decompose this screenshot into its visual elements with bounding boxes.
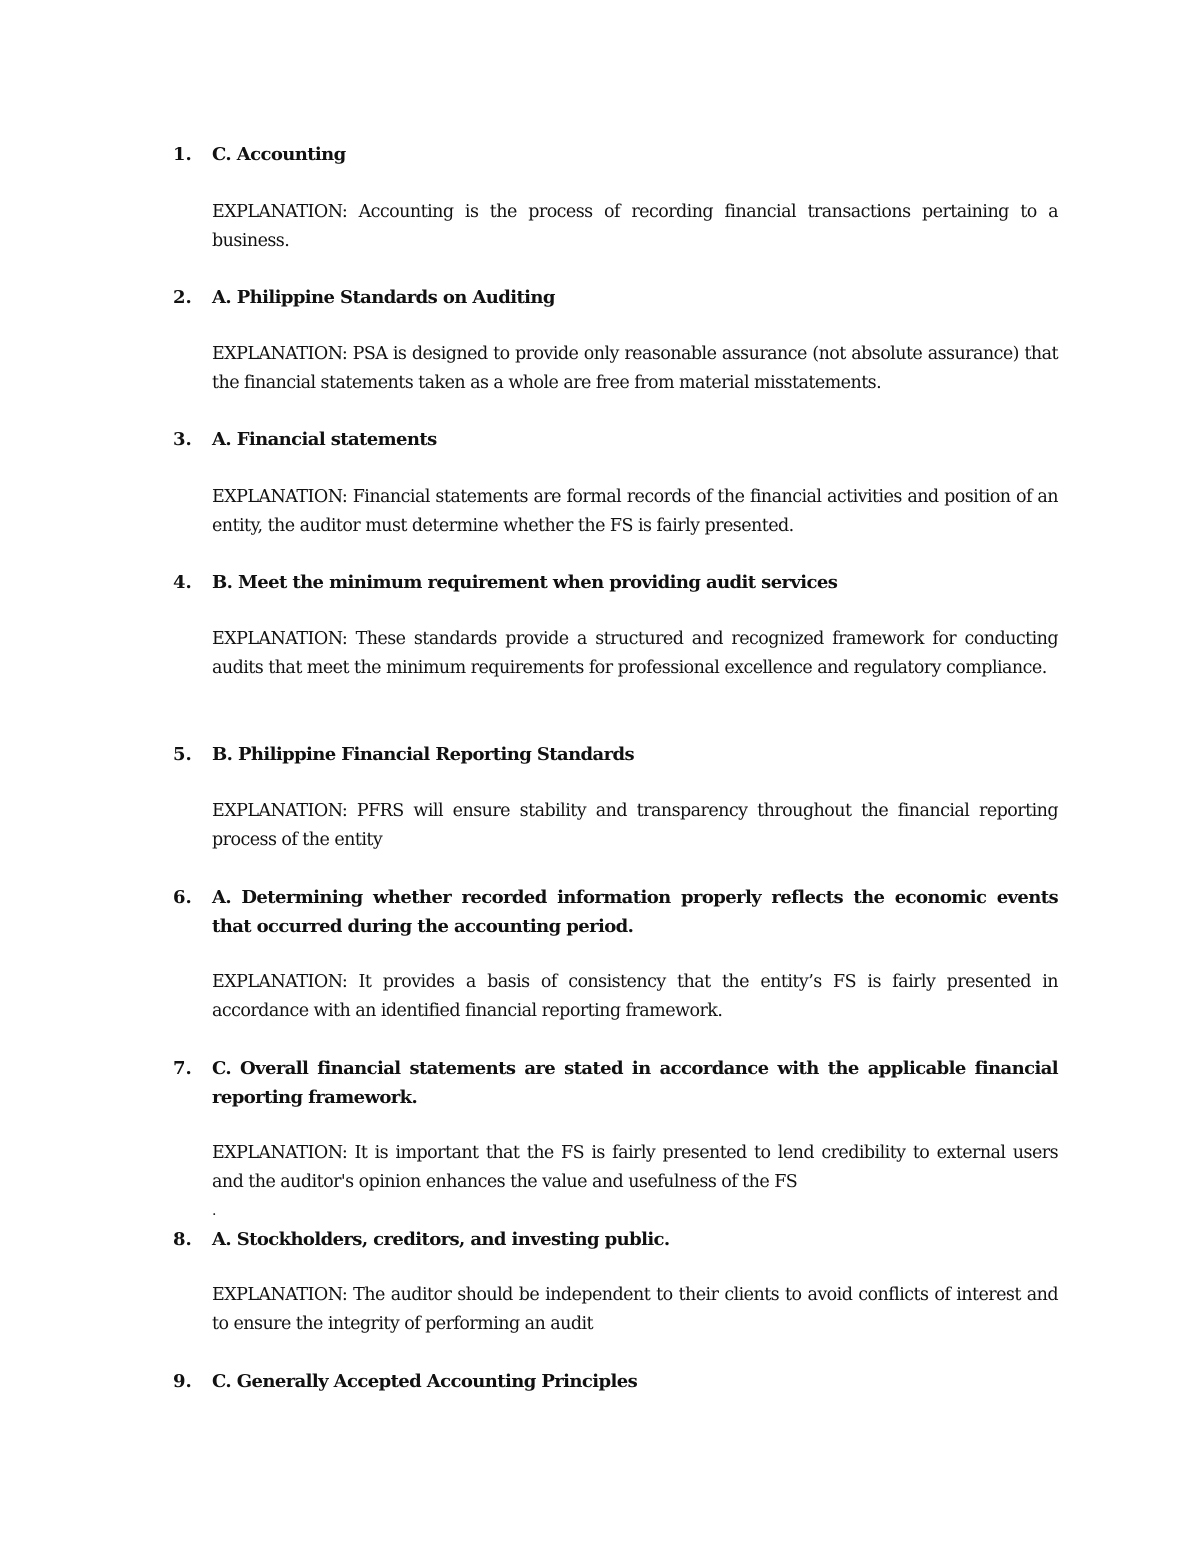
item-answer: B. Philippine Financial Reporting Standards [212,744,635,765]
item-number: 3. [173,429,192,450]
item-number: 1. [173,144,192,165]
item-number: 2. [173,287,192,308]
item-explanation: EXPLANATION: Financial statements are formal records of the financial activities and position of an entity, the auditor must determine whether the FS is fairly presented. [212,487,1058,536]
item-explanation: EXPLANATION: PFRS will ensure stability and transparency throughout the financial reporting process of the entity [212,801,1058,850]
item-number: 9. [173,1371,192,1392]
item-answer: C. Generally Accepted Accounting Principles [212,1371,638,1392]
item-answer: A. Financial statements [212,429,437,450]
item-explanation: EXPLANATION: It is important that the FS is fairly presented to lend credibility to external users and the auditor's opinion enhances the value and usefulness of the FS [212,1143,1058,1192]
item-answer: A. Philippine Standards on Auditing [212,287,555,308]
item-explanation: EXPLANATION: The auditor should be independent to their clients to avoid conflicts of interest and to ensure the integrity of performing an audit [212,1285,1058,1334]
item-answer: B. Meet the minimum requirement when providing audit services [212,572,838,593]
item-answer: C. Accounting [212,144,346,165]
trailing-period: . [212,1203,217,1219]
item-number: 5. [173,744,192,765]
item-number: 4. [173,572,192,593]
item-number: 8. [173,1229,192,1250]
item-explanation: EXPLANATION: PSA is designed to provide only reasonable assurance (not absolute assurance) that the financial statements taken as a whole are free from material misstatements. [212,344,1058,393]
item-explanation: EXPLANATION: Accounting is the process of recording financial transactions pertaining to a business. [212,202,1058,251]
item-number: 7. [173,1058,192,1079]
item-number: 6. [173,887,192,908]
item-explanation: EXPLANATION: These standards provide a structured and recognized framework for conducting audits that meet the minimum requirements for professional excellence and regulatory compliance. [212,629,1058,678]
item-answer: A. Stockholders, creditors, and investing public. [212,1229,670,1250]
item-explanation: EXPLANATION: It provides a basis of consistency that the entity’s FS is fairly presented in accordance with an identified financial reporting framework. [212,972,1058,1021]
item-answer: A. Determining whether recorded information properly reflects the economic events that occurred during the accounting period. [212,887,1058,937]
item-answer: C. Overall financial statements are stated in accordance with the applicable financial reporting framework. [212,1058,1058,1108]
